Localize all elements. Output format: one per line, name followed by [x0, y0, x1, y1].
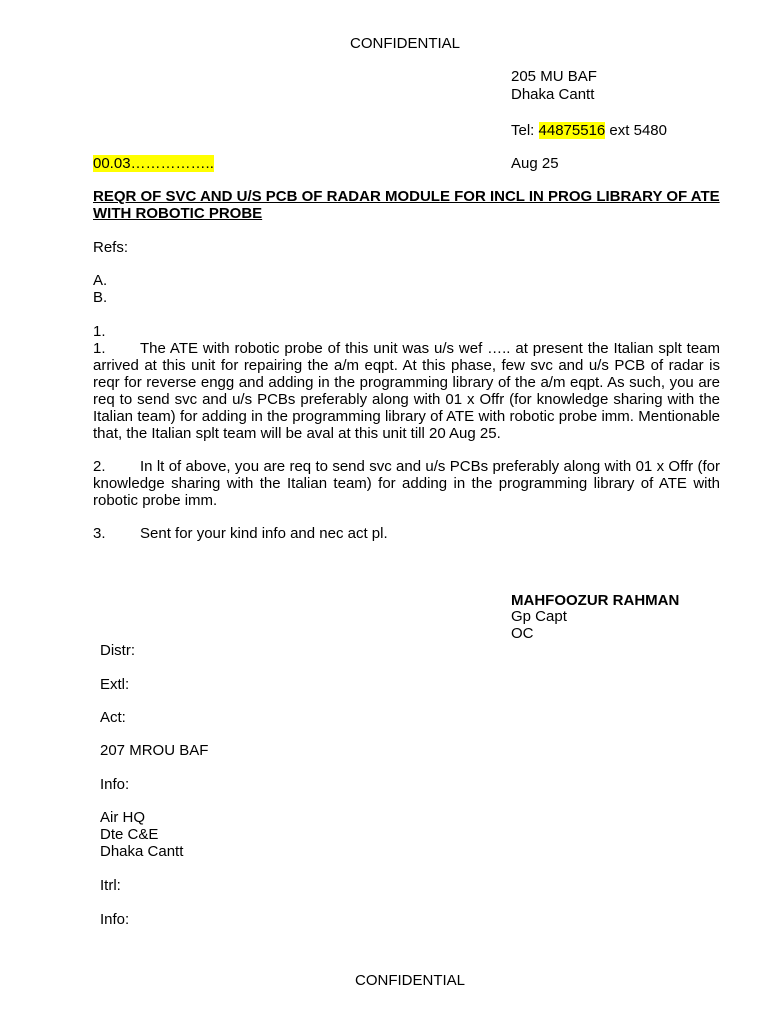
distr-label: Distr: [100, 642, 135, 659]
paragraph-number: 3. [93, 525, 106, 542]
paragraph-text: Sent for your kind info and nec act pl. [140, 525, 388, 542]
act-unit: 207 MROU BAF [100, 742, 209, 759]
itrl-info-label: Info: [100, 911, 130, 928]
signatory-rank: Gp Capt [511, 608, 567, 625]
letter-date: Aug 25 [511, 155, 559, 172]
file-reference [93, 155, 214, 172]
file-reference-number: 00.03…………….. [93, 155, 214, 172]
paragraph-number: 1. [93, 340, 106, 357]
signatory-name: MAHFOOZUR RAHMAN [511, 592, 680, 609]
sender-telephone [511, 122, 667, 139]
extl-label: Extl: [100, 676, 130, 693]
refs-label: Refs: [93, 239, 129, 256]
itrl-label: Itrl: [100, 877, 121, 894]
info-line-2: Dte C&E [100, 826, 159, 843]
header-classification: CONFIDENTIAL [350, 35, 461, 52]
tel-number: 44875516 [538, 122, 606, 139]
info-line-3: Dhaka Cantt [100, 843, 184, 860]
footer-classification: CONFIDENTIAL [355, 972, 466, 989]
tel-label: Tel: [511, 122, 539, 139]
paragraph-text: In lt of above, you are req to send svc and u/s PCBs preferably along with 01 x Offr (for knowledge sharing with the Italian team) for adding in the programming library of ATE with robotic probe imm. [93, 458, 720, 509]
stray-number: 1. [93, 323, 106, 340]
info-line-1: Air HQ [100, 809, 145, 826]
body-paragraph-1 [93, 340, 720, 442]
ref-item-a: A. [93, 272, 108, 289]
ref-item-b: B. [93, 289, 108, 306]
paragraph-number: 2. [93, 458, 106, 475]
act-label: Act: [100, 709, 126, 726]
body-paragraph-2 [93, 458, 720, 509]
paragraph-text: The ATE with robotic probe of this unit was u/s wef ….. at present the Italian splt team arrived at this unit for repairing the a/m eqpt. At this phase, few svc and u/s PCB of radar is reqr for reverse engg and adding in the programming library of the a/m eqpt. As such, you are req to send svc and u/s PCBs preferably along with 01 x Offr (for knowledge sharing with the Italian team) for adding in the programming library of ATE with robotic probe imm. Mentionable that, the Italian splt team will be aval at this unit till 20 Aug 25. [93, 340, 720, 442]
body-paragraph-3 [93, 525, 720, 542]
sender-unit: 205 MU BAF [511, 68, 597, 85]
signatory-appointment: OC [511, 625, 534, 642]
sender-location: Dhaka Cantt [511, 86, 595, 103]
subject-heading: REQR OF SVC AND U/S PCB OF RADAR MODULE FOR INCL IN PROG LIBRARY OF ATE WITH ROBOTIC PROBE [93, 188, 720, 222]
info-label: Info: [100, 776, 130, 793]
tel-ext: ext 5480 [605, 122, 667, 139]
